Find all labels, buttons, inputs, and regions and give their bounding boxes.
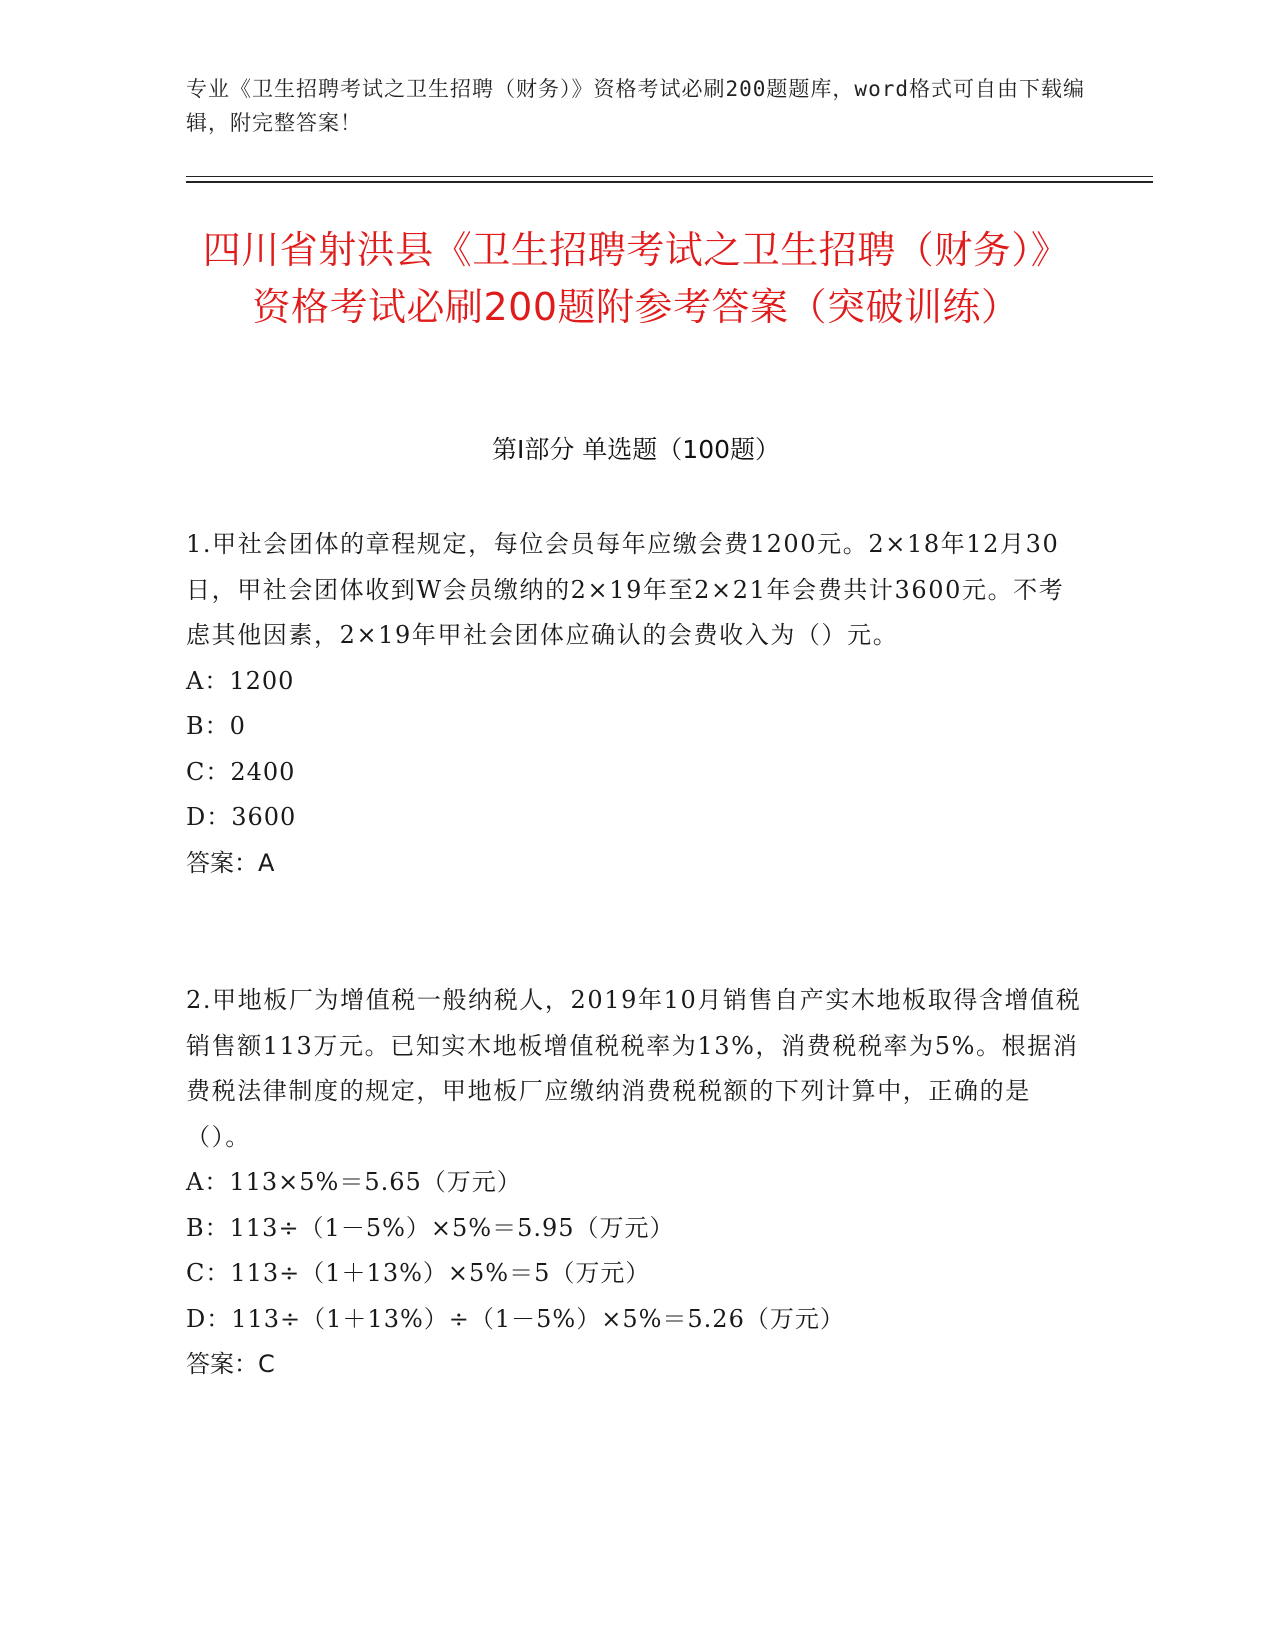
option-b: B：0 xyxy=(186,712,246,740)
question-1 xyxy=(186,522,1086,886)
question-text: 2.甲地板厂为增值税一般纳税人，2019年10月销售自产实木地板取得含增值税销售额113万元。已知实木地板增值税税率为13%，消费税税率为5%。根据消费税法律制度的规定，甲地板厂应缴纳消费税税额的下列计算中，正确的是（）。 xyxy=(186,986,1082,1151)
section-title: 第I部分 单选题（100题） xyxy=(491,435,781,464)
question-text: 1.甲社会团体的章程规定，每位会员每年应缴会费1200元。2×18年12月30日，甲社会团体收到W会员缴纳的2×19年至2×21年会费共计3600元。不考虑其他因素，2×19年甲社会团体应确认的会费收入为（）元。 xyxy=(186,530,1065,649)
option-c: C：113÷（1＋13%）×5%＝5（万元） xyxy=(186,1259,651,1287)
option-b: B：113÷（1－5%）×5%＝5.95（万元） xyxy=(186,1213,675,1242)
header-note: 专业《卫生招聘考试之卫生招聘（财务）》资格考试必刷200题题库，word格式可自由下载编辑，附完整答案！ xyxy=(186,77,1085,135)
option-a: A：113×5%＝5.65（万元） xyxy=(186,1168,522,1196)
question-2 xyxy=(186,978,1086,1388)
answer-line: 答案：A xyxy=(186,848,275,877)
document-title: 四川省射洪县《卫生招聘考试之卫生招聘（财务）》资格考试必刷200题附参考答案（突破训练） xyxy=(202,228,1070,329)
answer-line: 答案：C xyxy=(186,1350,275,1378)
option-d: D：3600 xyxy=(186,803,297,831)
header-divider-thin xyxy=(186,176,1153,177)
header-divider-thick xyxy=(186,181,1153,183)
option-c: C：2400 xyxy=(186,757,296,786)
option-a: A：1200 xyxy=(186,666,295,695)
option-d: D：113÷（1＋13%）÷（1－5%）×5%＝5.26（万元） xyxy=(186,1304,845,1333)
